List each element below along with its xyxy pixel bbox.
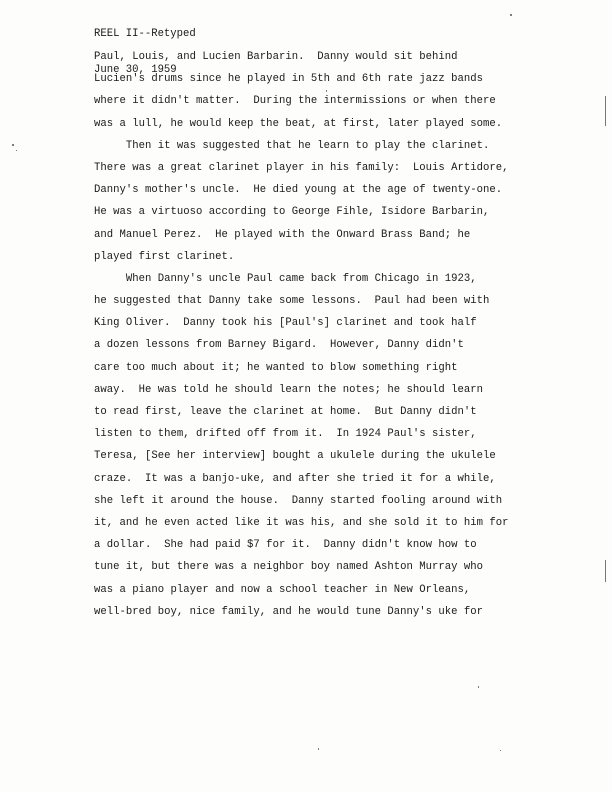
text-line: listen to them, drifted off from it. In 1924 Paul's sister,: [94, 428, 477, 441]
text-line: care too much about it; he wanted to blow something right: [94, 361, 458, 374]
text-line: it, and he even acted like it was his, and she sold it to him for: [94, 516, 509, 529]
scan-speck: [510, 14, 512, 16]
text-line: King Oliver. Danny took his [Paul's] clarinet and took half: [94, 317, 477, 330]
text-line: to read first, leave the clarinet at home. But Danny didn't: [94, 406, 477, 418]
text-line: Danny's mother's uncle. He died young at the age of twenty-one.: [94, 184, 503, 197]
scan-speck: [478, 686, 479, 688]
text-line: he suggested that Danny take some lessons. Paul had been with: [94, 295, 490, 308]
reel-label: REEL II--Retyped: [94, 28, 196, 40]
scan-speck: [500, 750, 501, 751]
text-line: away. He was told he should learn the notes; he should learn: [94, 383, 484, 396]
scan-speck: [12, 144, 14, 146]
transcript-body: [94, 46, 604, 623]
text-line: was a piano player and now a school teacher in New Orleans,: [94, 583, 471, 596]
text-line: Teresa, [See her interview] bought a ukulele during the ukulele: [94, 450, 496, 463]
text-line: well-bred boy, nice family, and he would tune Danny's uke for: [94, 605, 484, 618]
text-line: she left it around the house. Danny started fooling around with: [94, 494, 503, 507]
text-line: Then it was suggested that he learn to play the clarinet.: [94, 139, 490, 152]
text-line: There was a great clarinet player in his family: Louis Artidore,: [94, 161, 509, 174]
text-line: a dollar. She had paid $7 for it. Danny didn't know how to: [94, 539, 477, 552]
text-line: He was a virtuoso according to George Fihle, Isidore Barbarin,: [94, 206, 490, 219]
scan-speck: [326, 90, 327, 92]
text-line: was a lull, he would keep the beat, at first, later played some.: [94, 117, 503, 130]
text-line: a dozen lessons from Barney Bigard. However, Danny didn't: [94, 339, 464, 352]
scan-edge-mark: [605, 96, 606, 126]
text-line: where it didn't matter. During the intermissions or when there: [94, 95, 496, 108]
text-line: tune it, but there was a neighbor boy named Ashton Murray who: [94, 561, 484, 574]
text-line: When Danny's uncle Paul came back from Chicago in 1923,: [94, 272, 477, 285]
scan-speck: [318, 748, 319, 750]
text-line: and Manuel Perez. He played with the Onward Brass Band; he: [94, 228, 471, 241]
scan-speck: [16, 150, 17, 151]
text-line: played first clarinet.: [94, 250, 235, 263]
text-line: Paul, Louis, and Lucien Barbarin. Danny would sit behind: [94, 51, 458, 63]
scan-edge-mark: [605, 560, 606, 582]
text-line: craze. It was a banjo-uke, and after she tried it for a while,: [94, 472, 496, 485]
text-line: Lucien's drums since he played in 5th and 6th rate jazz bands: [94, 73, 484, 86]
interview-date: June 30, 1959: [94, 64, 177, 76]
